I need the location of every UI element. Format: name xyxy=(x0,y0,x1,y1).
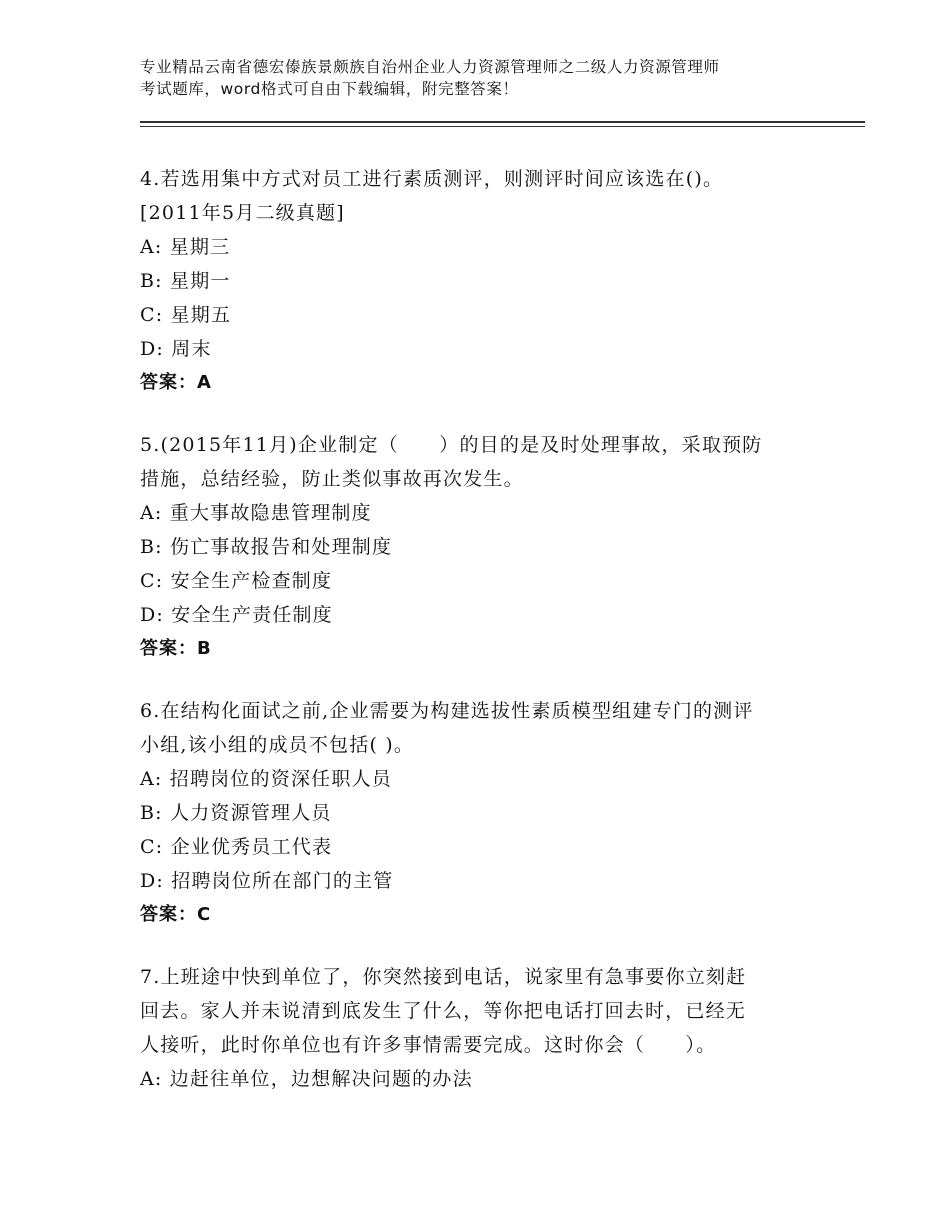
option-a: A: 边赶往单位，边想解决问题的办法 xyxy=(140,1068,473,1090)
option-c: C: 星期五 xyxy=(140,304,232,326)
question-text-line: 6.在结构化面试之前,企业需要为构建选拔性素质模型组建专门的测评 xyxy=(140,700,754,722)
option-a: A: 重大事故隐患管理制度 xyxy=(140,502,372,524)
answer-label: 答案：B xyxy=(140,638,212,659)
question-4 xyxy=(140,162,820,400)
header-line-1: 专业精品云南省德宏傣族景颇族自治州企业人力资源管理师之二级人力资源管理师 xyxy=(140,58,720,76)
option-b: B: 星期一 xyxy=(140,270,231,292)
option-b: B: 人力资源管理人员 xyxy=(140,802,332,824)
option-a: A: 星期三 xyxy=(140,236,231,258)
answer-label: 答案：C xyxy=(140,904,212,925)
option-d: D: 招聘岗位所在部门的主管 xyxy=(140,870,394,892)
question-text-line: 5.(2015年11月)企业制定（ ）的目的是及时处理事故，采取预防 xyxy=(140,434,763,456)
option-c: C: 安全生产检查制度 xyxy=(140,570,333,592)
option-b: B: 伤亡事故报告和处理制度 xyxy=(140,536,393,558)
option-d: D: 安全生产责任制度 xyxy=(140,604,333,626)
header-rule-thick xyxy=(140,121,865,123)
question-text-line: 4.若选用集中方式对员工进行素质测评，则测评时间应该选在()。 xyxy=(140,168,724,190)
header-line-2: 考试题库，word格式可自由下载编辑，附完整答案！ xyxy=(140,80,519,98)
question-6 xyxy=(140,694,820,932)
option-c: C: 企业优秀员工代表 xyxy=(140,836,333,858)
answer-label: 答案：A xyxy=(140,372,212,393)
question-text-line: 措施，总结经验，防止类似事故再次发生。 xyxy=(140,468,524,490)
question-text-line: 人接听，此时你单位也有许多事情需要完成。这时你会（ ）。 xyxy=(140,1034,717,1056)
header-rule-thin xyxy=(140,126,865,127)
question-text-line: 7.上班途中快到单位了，你突然接到电话，说家里有急事要你立刻赶 xyxy=(140,966,747,988)
question-7 xyxy=(140,960,820,1096)
question-text-line: [2011年5月二级真题] xyxy=(140,202,345,224)
question-5 xyxy=(140,428,820,666)
question-text-line: 小组,该小组的成员不包括( )。 xyxy=(140,734,415,756)
question-text-line: 回去。家人并未说清到底发生了什么，等你把电话打回去时，已经无 xyxy=(140,1000,747,1022)
document-header xyxy=(140,56,840,100)
option-a: A: 招聘岗位的资深任职人员 xyxy=(140,768,392,790)
question-list xyxy=(140,162,820,1124)
option-d: D: 周末 xyxy=(140,338,212,360)
